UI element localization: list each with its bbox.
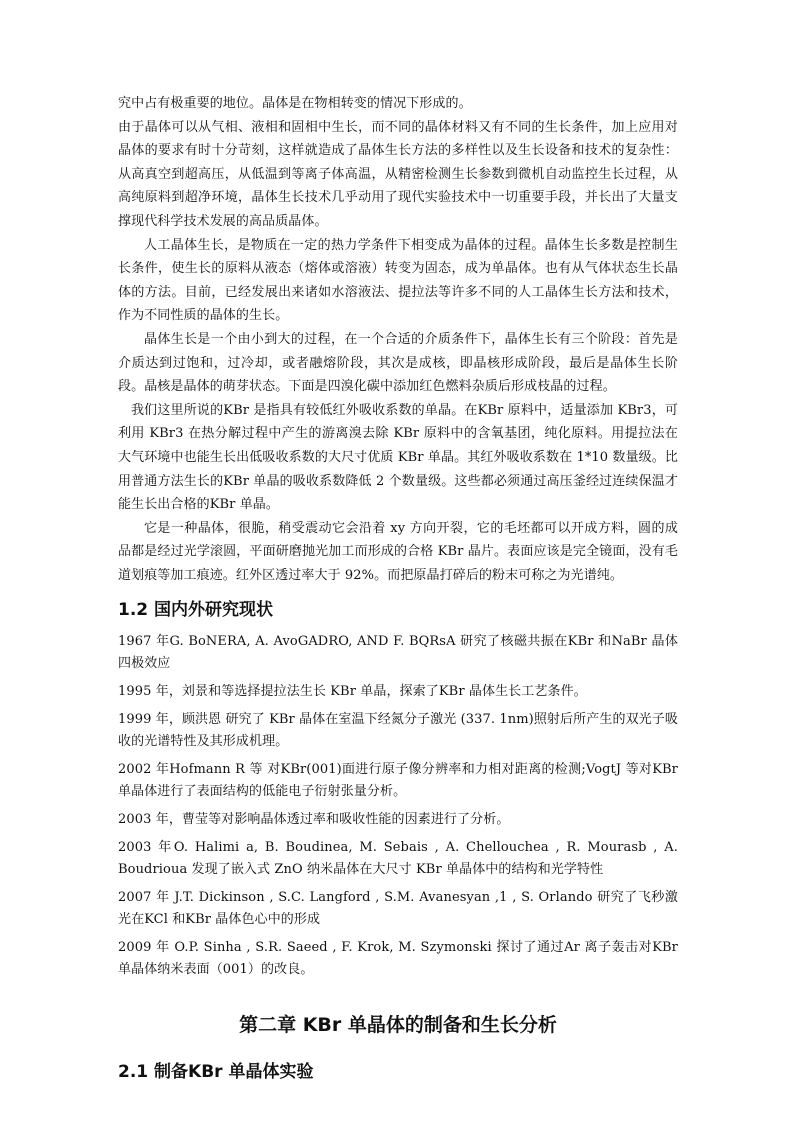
paragraph-intro: 究中占有极重要的地位。晶体是在物相转变的情况下形成的。 <box>118 96 472 111</box>
reference-item: 2009 年 O.P. Sinha , S.R. Saeed , F. Krok, M. Szymonski 探讨了通过Ar 离子轰击对KBr 单晶体纳米表面（001）的改良。 <box>118 940 678 978</box>
paragraph-kbr-properties: 它是一种晶体，很脆，稍受震动它会沿着 xy 方向开裂，它的毛坯都可以开成方料，圆的成品都是经过光学滚圆，平面研磨抛光加工而形成的合格 KBr 晶片。表面应该是完全镜面，没有毛道划痕等加工痕迹。红外区透过率大于 92%。而把原晶打碎后的粉末可称之为光谱纯。 <box>118 520 678 583</box>
paragraph-growth-stages: 晶体生长是一个由小到大的过程，在一个合适的介质条件下，晶体生长有三个阶段：首先是介质达到过饱和，过冷却，或者融熔阶段，其次是成核，即晶核形成阶段，最后是晶体生长阶段。晶核是晶体的萌芽状态。下面是四溴化碳中添加红色燃料杂质后形成枝晶的过程。 <box>118 331 678 395</box>
paragraph-growth-methods: 由于晶体可以从气相、液相和固相中生长，而不同的晶体材料又有不同的生长条件，加上应用对晶体的要求有时十分苛刻，这样就造成了晶体生长方法的多样性以及生长设备和技术的复杂性：从高真空到超高压，从低温到等离子体高温，从精密检测生长参数到微机自动监控生长过程，从高纯原料到超净环境，晶体生长技术几乎动用了现代实验技术中一切重要手段，并长出了大量支撑现代科学技术发展的高品质晶体。 <box>118 119 678 229</box>
reference-list <box>118 631 678 981</box>
reference-item: 2003 年，曹莹等对影响晶体透过率和吸收性能的因素进行了分析。 <box>118 812 510 828</box>
reference-item: 2007 年 J.T. Dickinson , S.C. Langford , S.M. Avanesyan ,1 , S. Orlando 研究了飞秒激光在KCl 和KBr 晶体色心中的形成 <box>118 890 678 928</box>
paragraph-kbr-single-crystal: 我们这里所说的KBr 是指具有较低红外吸收系数的单晶。在KBr 原料中，适量添加 KBr3，可利用 KBr3 在热分解过程中产生的游离溴去除 KBr 原料中的含氧基团，纯化原料。用提拉法在大气环境中也能生长出低吸收系数的大尺寸优质 KBr 单晶。其红外吸收系数在 1*10 数量级。比用普通方法生长的KBr 单晶的吸收系数降低 2 个数量级。这些都必须通过高压釜经过连续保温才能生长出合格的KBr 单晶。 <box>118 402 678 513</box>
chapter-heading: 第二章 KBr 单晶体的制备和生长分析 <box>239 1014 557 1037</box>
reference-item: 1999 年，顾洪恩 研究了 KBr 晶体在室温下经氮分子激光 (337. 1nm)照射后所产生的双光子吸收的光谱特性及其形成机理。 <box>118 712 678 750</box>
reference-item: 1967 年G. BoNERA, A. AvoGADRO, AND F. BQRsA 研究了核磁共振在KBr 和NaBr 晶体四极效应 <box>118 634 678 672</box>
document-page <box>118 92 678 1085</box>
reference-item: 1995 年，刘景和等选择提拉法生长 KBr 单晶，探索了KBr 晶体生长工艺条件。 <box>118 684 587 700</box>
reference-item: 2002 年Hofmann R 等 对KBr(001)面进行原子像分辨率和力相对距离的检测;VogtJ 等对KBr 单晶体进行了表面结构的低能电子衍射张量分析。 <box>118 762 678 800</box>
section-heading-2-1: 2.1 制备KBr 单晶体实验 <box>118 1062 314 1083</box>
paragraph-artificial-crystal: 人工晶体生长，是物质在一定的热力学条件下相变成为晶体的过程。晶体生长多数是控制生长条件，使生长的原料从液态（熔体或溶液）转变为固态，成为单晶体。也有从气体状态生长晶体的方法。目前，已经发展出来诸如水溶液法、提拉法等许多不同的人工晶体生长方法和技术，作为不同性质的晶体的生长。 <box>118 237 678 324</box>
section-heading-1-2: 1.2 国内外研究现状 <box>118 600 274 621</box>
reference-item: 2003 年O. Halimi a, B. Boudinea, M. Sebais , A. Chellouchea , R. Mourasb , A. Boudrioua 发现了嵌入式 ZnO 纳米晶体在大尺寸 KBr 单晶体中的结构和光学特性 <box>118 840 678 878</box>
